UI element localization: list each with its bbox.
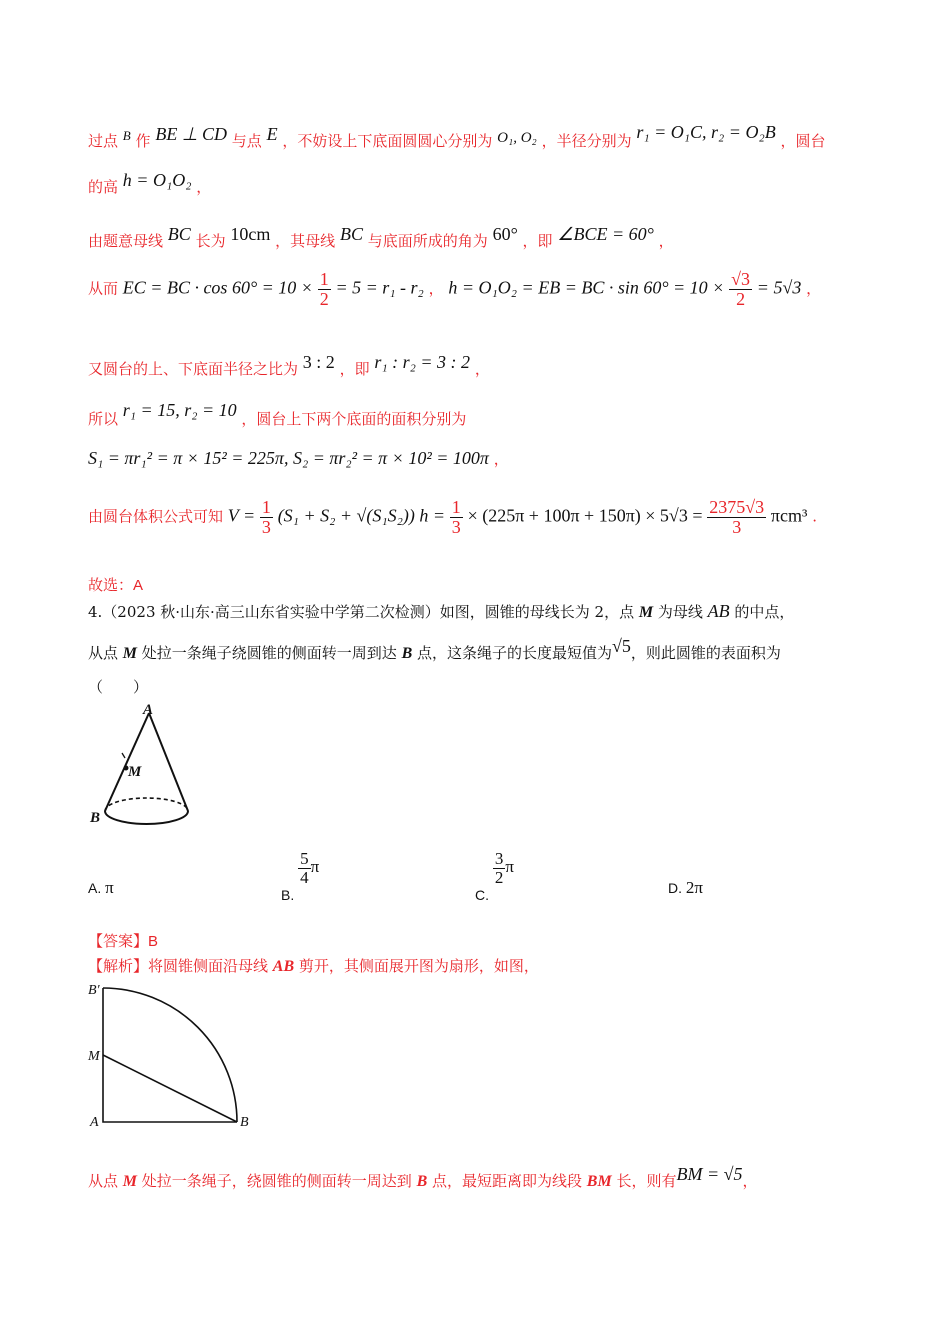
option-value: π bbox=[105, 878, 114, 897]
math-B: B bbox=[122, 128, 131, 143]
denominator: 2 bbox=[494, 867, 504, 887]
math-BC: BC bbox=[167, 224, 191, 244]
cone-figure bbox=[84, 698, 204, 838]
cone-right-edge bbox=[149, 713, 188, 811]
label-A: A bbox=[90, 1115, 99, 1130]
math-BM-eq: BM = √5 bbox=[676, 1164, 743, 1184]
option-fraction bbox=[298, 850, 311, 887]
math-ratio: 3 : 2 bbox=[302, 352, 335, 372]
math-B: B bbox=[416, 1173, 428, 1190]
text: ，半径分别为 bbox=[541, 132, 632, 150]
text: 处拉一条绳子绕圆锥的侧面转一周到达 bbox=[137, 644, 402, 662]
question-line-2 bbox=[88, 636, 890, 663]
numerator: 1 bbox=[319, 269, 329, 289]
option-c[interactable] bbox=[475, 849, 514, 904]
denominator: 4 bbox=[300, 867, 309, 887]
text: 与底面所成的角为 bbox=[367, 232, 488, 250]
analysis-line bbox=[88, 955, 890, 976]
math-angle-BCE: ∠BCE = 60° bbox=[557, 224, 654, 244]
label-M: M bbox=[88, 1049, 100, 1064]
solution-line-3 bbox=[88, 224, 890, 251]
math-centers: O₁, O₂ bbox=[497, 130, 537, 146]
text: ， bbox=[196, 178, 212, 196]
text: ，即 bbox=[339, 360, 370, 378]
text: 的中点， bbox=[729, 603, 795, 621]
math-EC-result: = 5 = r₁ - r₂ bbox=[335, 277, 424, 298]
text: 长，则有 bbox=[611, 1172, 677, 1190]
label-M: M bbox=[128, 764, 142, 780]
numerator: 3 bbox=[494, 849, 504, 868]
cone-left-edge bbox=[105, 713, 149, 811]
text: ， bbox=[806, 279, 822, 298]
answer-label: 【答案】 bbox=[88, 932, 149, 950]
question-line-3: （ ） bbox=[88, 678, 149, 696]
text: ，圆台上下两个底面的面积分别为 bbox=[241, 410, 467, 428]
math-unit: πcm³ bbox=[770, 505, 808, 526]
text: 作 bbox=[135, 132, 151, 150]
fraction-1-3 bbox=[450, 498, 463, 537]
math-AB: AB bbox=[272, 958, 295, 975]
numerator: 1 bbox=[261, 497, 271, 517]
fraction-sqrt3-2 bbox=[729, 270, 752, 309]
label-A: A bbox=[143, 702, 154, 718]
answer-line bbox=[88, 930, 890, 951]
fraction-1-2 bbox=[318, 270, 331, 309]
text: ，不妨设上下底面圆圆心分别为 bbox=[282, 132, 493, 150]
math-B: B bbox=[401, 645, 413, 662]
denominator: 3 bbox=[451, 516, 461, 537]
cone-base-front bbox=[105, 811, 188, 824]
solution-line-2 bbox=[88, 170, 890, 197]
math-M: M bbox=[122, 645, 138, 662]
text: 从点 bbox=[88, 644, 123, 662]
denominator: 2 bbox=[319, 288, 329, 309]
question-line-1 bbox=[88, 601, 890, 622]
math-areas: S₁ = πr₁² = π × 15² = 225π, S₂ = πr₂² = π × 10² = 100π bbox=[88, 448, 489, 468]
option-letter: B. bbox=[281, 887, 295, 904]
solution-line-4 bbox=[88, 270, 890, 309]
option-a[interactable] bbox=[88, 878, 114, 898]
solution-line-6 bbox=[88, 400, 890, 429]
fraction-result bbox=[707, 498, 766, 537]
text: 长为 bbox=[195, 232, 226, 250]
text: ，其母线 bbox=[275, 232, 336, 250]
solution-line-5 bbox=[88, 352, 890, 379]
math-60deg: 60° bbox=[492, 224, 518, 244]
math-r-ratio: r₁ : r₂ = 3 : 2 bbox=[374, 352, 471, 372]
sector-figure bbox=[84, 978, 264, 1133]
option-letter: C. bbox=[475, 887, 489, 904]
option-pi: π bbox=[505, 857, 514, 877]
text: 所以 bbox=[88, 410, 119, 428]
math-10cm: 10cm bbox=[230, 224, 271, 244]
math-V: V = bbox=[227, 505, 256, 526]
solution-line-1 bbox=[88, 122, 890, 151]
text: 为母线 bbox=[653, 603, 708, 621]
text: ， bbox=[428, 279, 444, 298]
text: ， bbox=[493, 450, 509, 468]
option-b[interactable] bbox=[281, 849, 320, 904]
math-M: M bbox=[122, 1173, 138, 1190]
option-letter: D. bbox=[668, 880, 682, 896]
text: . bbox=[812, 507, 817, 526]
numerator: √3 bbox=[731, 269, 751, 289]
segment-BM bbox=[103, 1055, 237, 1122]
cone-base-back bbox=[105, 798, 188, 811]
math-radii: r₁ = O₁C, r₂ = O₂B bbox=[636, 122, 776, 142]
tick-mark bbox=[122, 753, 125, 758]
text: 又圆台的上、下底面半径之比为 bbox=[88, 360, 299, 378]
analysis-label: 【解析】 bbox=[88, 957, 149, 975]
math-r-values: r₁ = 15, r₂ = 10 bbox=[122, 400, 237, 420]
numerator: 5 bbox=[300, 849, 309, 868]
solution-line-8 bbox=[88, 498, 890, 537]
math-E: E bbox=[266, 124, 278, 144]
text: 点，最短距离即为线段 bbox=[427, 1172, 587, 1190]
option-pi: π bbox=[310, 857, 320, 877]
answer-value: B bbox=[148, 933, 159, 950]
math-volume-calc: × (225π + 100π + 150π) × 5√3 = bbox=[467, 505, 703, 526]
text: 从而 bbox=[88, 279, 119, 298]
denominator: 2 bbox=[736, 288, 746, 309]
math-M: M bbox=[638, 604, 654, 621]
sector-arc bbox=[103, 988, 237, 1122]
text: ， bbox=[742, 1172, 758, 1190]
option-fraction bbox=[493, 850, 506, 887]
math-BE-perp-CD: BE ⊥ CD bbox=[155, 124, 228, 144]
option-value: 2π bbox=[685, 878, 703, 897]
text: ，即 bbox=[522, 232, 553, 250]
text: 4.（2023 秋·山东·高三山东省实验中学第二次检测）如图，圆锥的母线长为 2，点 bbox=[88, 603, 639, 621]
math-h: h = O₁O₂ = EB = BC · sin 60° = 10 × bbox=[448, 277, 725, 298]
sector-radii bbox=[103, 988, 237, 1122]
math-sqrt5: √5 bbox=[612, 636, 631, 656]
text: 与点 bbox=[231, 132, 262, 150]
numerator: 1 bbox=[451, 497, 461, 517]
final-line bbox=[88, 1164, 890, 1191]
option-letter: A. bbox=[88, 880, 102, 896]
text: 处拉一条绳子，绕圆锥的侧面转一周达到 bbox=[137, 1172, 417, 1190]
denominator: 3 bbox=[261, 516, 271, 537]
math-volume-formula: (S₁ + S₂ + √(S₁S₂)) h = bbox=[277, 505, 446, 526]
text: 将圆锥侧面沿母线 bbox=[148, 957, 273, 975]
text: 由题意母线 bbox=[88, 232, 164, 250]
label-B: B bbox=[240, 1115, 249, 1130]
solution-line-7 bbox=[88, 448, 890, 469]
math-BC: BC bbox=[339, 224, 363, 244]
text: 剪开，其侧面展开图为扇形，如图， bbox=[294, 957, 539, 975]
text: ，圆台 bbox=[780, 132, 826, 150]
option-d[interactable] bbox=[668, 878, 703, 898]
text: 的高 bbox=[88, 178, 119, 196]
text: 点，这条绳子的长度最短值为 bbox=[412, 644, 613, 662]
math-AB: AB bbox=[707, 601, 730, 621]
text: ， bbox=[474, 360, 490, 378]
denominator: 3 bbox=[732, 516, 742, 537]
numerator: 2375√3 bbox=[709, 497, 765, 517]
label-B: B bbox=[90, 810, 101, 826]
text: 由圆台体积公式可知 bbox=[88, 507, 224, 526]
math-BM: BM bbox=[586, 1173, 612, 1190]
math-EC: EC = BC · cos 60° = 10 × bbox=[122, 277, 313, 298]
math-h-result: = 5√3 bbox=[756, 277, 802, 298]
conclusion: 故选：A bbox=[88, 577, 144, 594]
label-B-prime: B′ bbox=[88, 983, 100, 998]
text: ， bbox=[658, 232, 674, 250]
fraction-1-3 bbox=[260, 498, 273, 537]
text: ，则此圆锥的表面积为 bbox=[630, 644, 781, 662]
text: 从点 bbox=[88, 1172, 123, 1190]
math-height: h = O₁O₂ bbox=[122, 170, 192, 190]
text: 过点 bbox=[88, 132, 119, 150]
